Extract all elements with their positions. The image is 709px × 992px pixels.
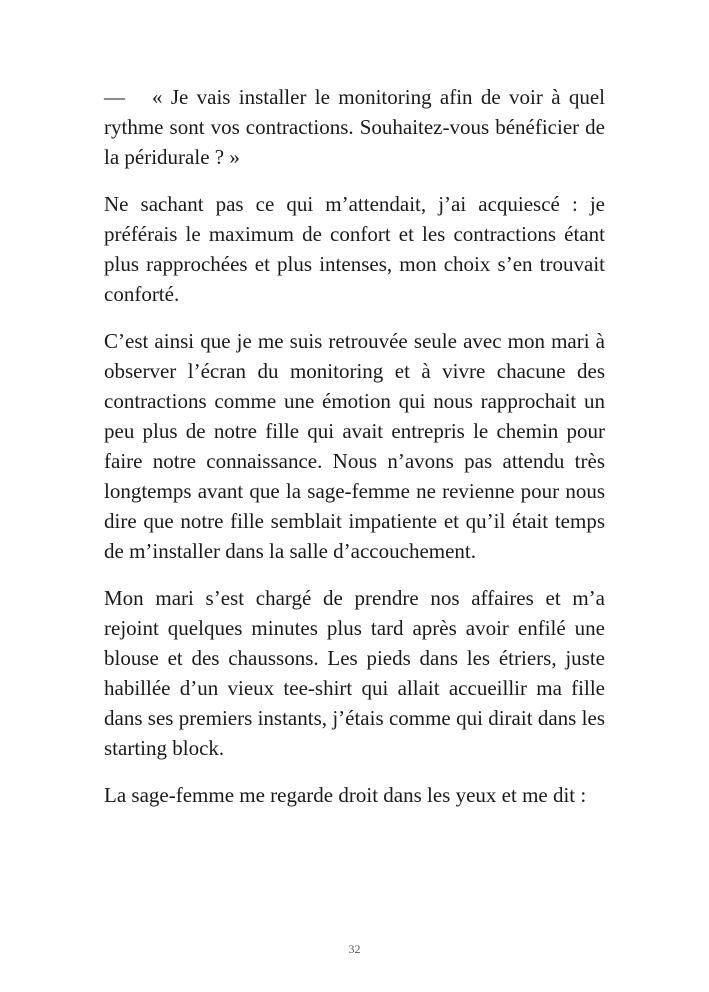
paragraph-delivery-room: Mon mari s’est chargé de prendre nos affaires et m’a rejoint quelques minutes plus tard après avoir enfilé une blouse et des chaussons. Les pieds dans les étriers, juste habillée d’un vieux tee-shirt qui allait accueillir ma fille dans ses premiers instants, j’étais comme qui dirait dans les starting block. — [104, 586, 605, 760]
dialogue-dash: — — [104, 85, 125, 109]
paragraph-midwife: La sage-femme me regarde droit dans les yeux et me dit : — [104, 783, 587, 807]
dialogue-text: « Je vais installer le monitoring afin de voir à quel rythme sont vos contractions. Souhaitez-vous bénéficier de la péridurale ? » — [104, 85, 605, 169]
paragraph-dialogue-question — [104, 82, 605, 172]
page-body — [104, 82, 605, 827]
page-number: 32 — [348, 942, 361, 956]
paragraph-acquiesce: Ne sachant pas ce qui m’attendait, j’ai acquiescé : je préférais le maximum de confort et les contractions étant plus rapprochées et plus intenses, mon choix s’en trouvait conforté. — [104, 192, 605, 306]
paragraph-monitoring: C’est ainsi que je me suis retrouvée seule avec mon mari à observer l’écran du monitoring et à vivre chacune des contractions comme une émotion qui nous rapprochait un peu plus de notre fille qui avait entrepris le chemin pour faire notre connaissance. Nous n’avons pas attendu très longtemps avant que la sage-femme ne revienne pour nous dire que notre fille semblait impatiente et qu’il était temps de m’installer dans la salle d’accouchement. — [104, 329, 605, 563]
